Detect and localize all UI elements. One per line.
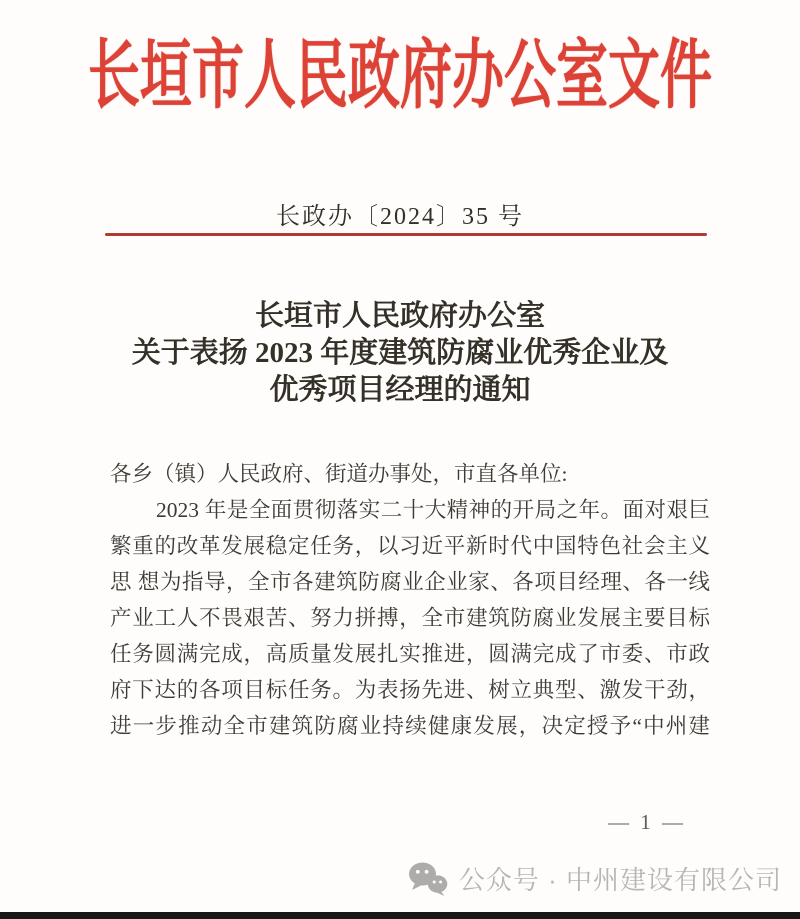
letterhead-title: 长垣市人民政府办公室文件 — [87, 35, 712, 119]
body-line: 2023 年是全面贯彻落实二十大精神的开局之年。面对艰巨 — [156, 498, 710, 522]
document-body — [110, 456, 710, 744]
document-number: 长政办〔2024〕35 号 — [276, 204, 524, 230]
document-title-line-1: 长垣市人民政府办公室 — [254, 300, 545, 332]
body-line: 府下达的各项目标任务。为表扬先进、树立典型、激发干劲， — [110, 678, 710, 702]
body-line: 任务圆满完成，高质量发展扎实推进，圆满完成了市委、市政 — [110, 642, 710, 666]
body-line: 繁重的改革发展稳定任务，以习近平新时代中国特色社会主义 — [110, 534, 710, 558]
body-line: 思 想为指导，全市各建筑防腐业企业家、各项目经理、各一线 — [110, 570, 710, 594]
body-line: 产业工人不畏艰苦、努力拼搏，全市建筑防腐业发展主要目标 — [110, 606, 710, 630]
wechat-icon — [407, 861, 449, 897]
bottom-scan-bar — [0, 912, 800, 919]
red-divider-line — [105, 233, 707, 236]
salutation-line: 各乡（镇）人民政府、街道办事处，市直各单位: — [110, 462, 568, 486]
page-number: — 1 — — [608, 810, 686, 834]
body-line: 进一步推动全市建筑防腐业持续健康发展，决定授予“中州建 — [110, 714, 710, 738]
document-title-line-3: 优秀项目经理的通知 — [269, 374, 531, 406]
watermark — [407, 860, 782, 897]
document-title-line-2: 关于表扬 2023 年度建筑防腐业优秀企业及 — [131, 337, 669, 369]
watermark-text: 公众号 · 中州建设有限公司 — [458, 865, 782, 895]
document-title — [0, 298, 800, 409]
